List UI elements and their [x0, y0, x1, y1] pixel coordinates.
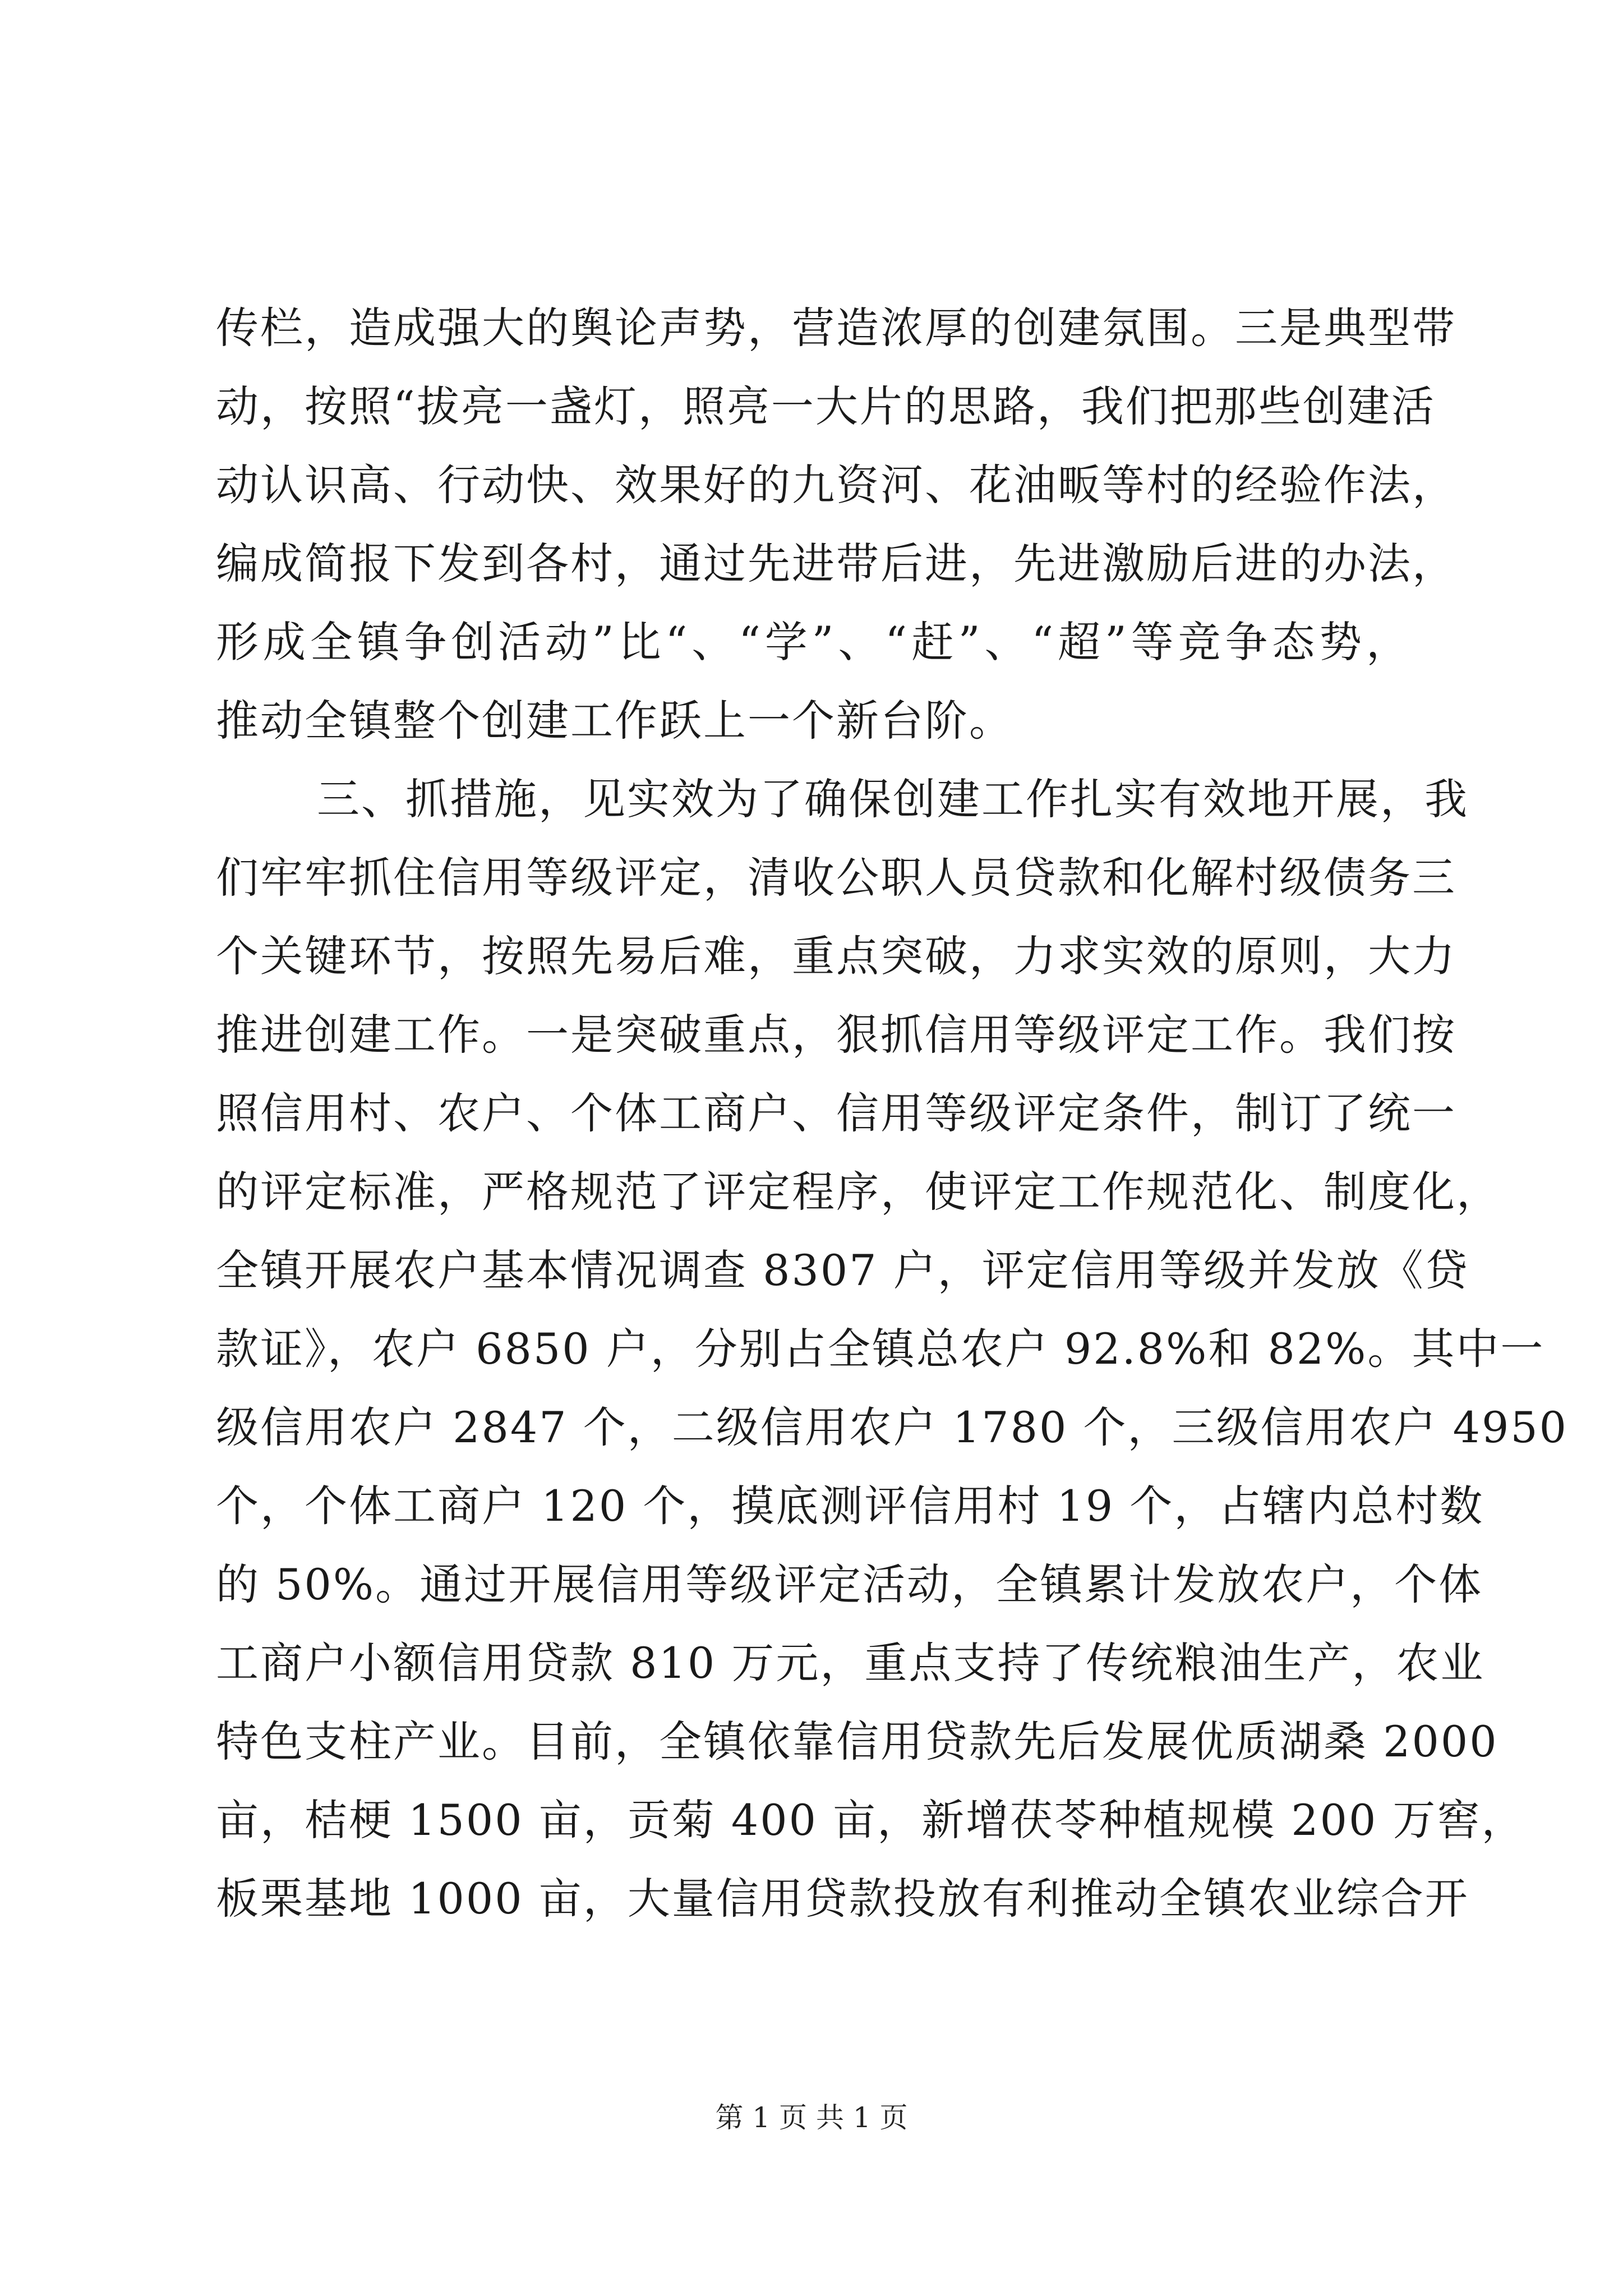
page-number-footer: 第 1 页 共 1 页	[715, 2101, 908, 2134]
paragraph-line: 个，个体工商户 120 个，摸底测评信用村 19 个，占辖内总村数	[216, 1481, 1484, 1531]
paragraph-line: 款证》，农户 6850 户，分别占全镇总农户 92.8%和 82%。其中一	[216, 1324, 1545, 1374]
paragraph-line: 亩，桔梗 1500 亩，贡菊 400 亩，新增茯苓种植规模 200 万窖，	[216, 1795, 1526, 1845]
paragraph-line: 工商户小额信用贷款 810 万元，重点支持了传统粮油生产，农业	[216, 1638, 1485, 1688]
section-heading-line: 三、抓措施，见实效为了确保创建工作扎实有效地开展，我	[317, 774, 1469, 824]
paragraph-line: 传栏，造成强大的舆论声势，营造浓厚的创建氛围。三是典型带	[216, 303, 1456, 353]
paragraph-line: 照信用村、农户、个体工商户、信用等级评定条件，制订了统一	[216, 1088, 1456, 1138]
paragraph-line: 编成简报下发到各村，通过先进带后进，先进激励后进的办法，	[216, 539, 1456, 588]
paragraph-line: 板栗基地 1000 亩，大量信用贷款投放有利推动全镇农业综合开	[216, 1874, 1469, 1924]
paragraph-line: 全镇开展农户基本情况调查 8307 户，评定信用等级并发放《贷	[216, 1245, 1469, 1295]
paragraph-line: 特色支柱产业。目前，全镇依靠信用贷款先后发展优质湖桑 2000	[216, 1717, 1498, 1766]
paragraph-line: 动，按照“拔亮一盏灯，照亮一大片的思路，我们把那些创建活	[216, 381, 1436, 431]
paragraph-line: 级信用农户 2847 个，二级信用农户 1780 个，三级信用农户 4950	[216, 1402, 1569, 1452]
paragraph-line: 们牢牢抓住信用等级评定，清收公职人员贷款和化解村级债务三	[216, 853, 1456, 903]
paragraph-line: 个关键环节，按照先易后难，重点突破，力求实效的原则，大力	[216, 931, 1456, 981]
paragraph-line: 形成全镇争创活动”比“、“学”、“赶”、“超”等竞争态势，	[216, 617, 1410, 667]
paragraph-line: 的 50%。通过开展信用等级评定活动，全镇累计发放农户，个体	[216, 1559, 1483, 1609]
paragraph-line: 推进创建工作。一是突破重点，狠抓信用等级评定工作。我们按	[216, 1010, 1456, 1060]
paragraph-line: 动认识高、行动快、效果好的九资河、花油畈等村的经验作法，	[216, 460, 1456, 510]
paragraph-line: 推动全镇整个创建工作跃上一个新台阶。	[216, 696, 1013, 746]
paragraph-line: 的评定标准，严格规范了评定程序，使评定工作规范化、制度化，	[216, 1167, 1501, 1217]
